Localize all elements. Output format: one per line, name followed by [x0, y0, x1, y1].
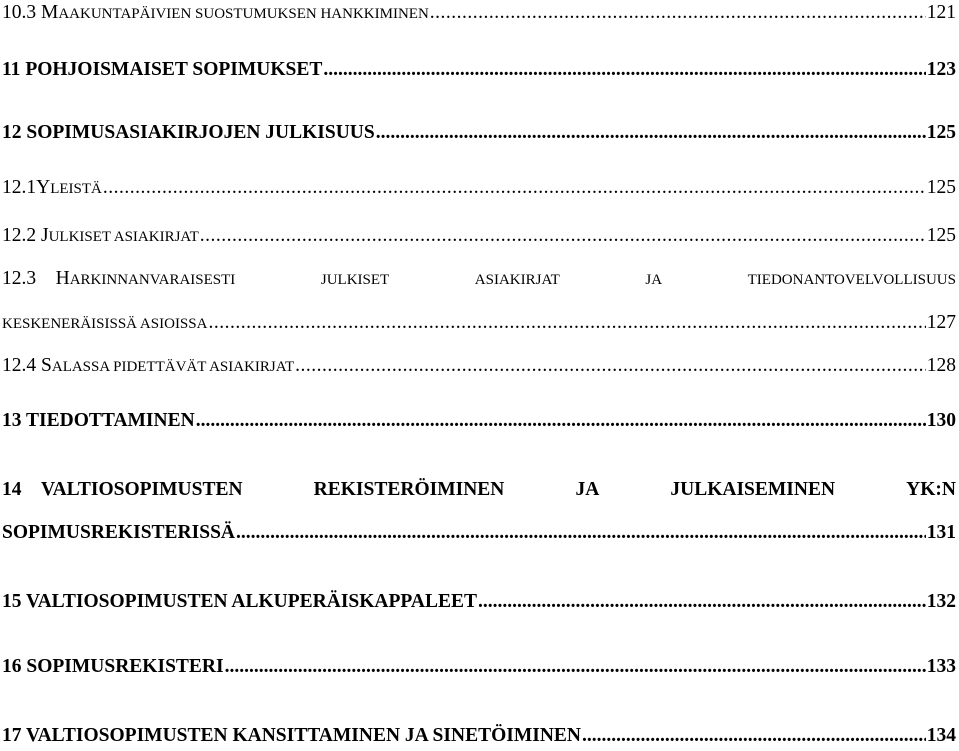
toc-entry-12-4[interactable]: [2, 354, 956, 379]
toc-entry-12-3-continued[interactable]: [2, 311, 956, 336]
dot-leader: [295, 354, 926, 378]
toc-entry-word: JULKISET: [320, 272, 390, 288]
dot-leader: [225, 655, 926, 679]
toc-entry-title: 12 SOPIMUSASIAKIRJOJEN JULKISUUS: [2, 122, 375, 143]
dot-leader: [200, 224, 926, 248]
toc-entry-10-3[interactable]: [2, 1, 956, 26]
dot-leader: [103, 176, 926, 200]
toc-entry-word: ASIAKIRJAT: [474, 272, 560, 288]
toc-entry-12[interactable]: [2, 121, 956, 145]
toc-entry-title: 10.3 MAAKUNTAPÄIVIEN SUOSTUMUKSEN HANKKIMINEN: [2, 2, 429, 23]
toc-page-number: 125: [926, 177, 956, 198]
dot-leader: [430, 1, 926, 25]
toc-entry-word: TIEDONANTOVELVOLLISUUS: [747, 272, 956, 288]
dot-leader: [236, 521, 926, 545]
toc-page-number: 133: [926, 656, 956, 677]
toc-entry-title: 12.3 HARKINNANVARAISESTI: [2, 268, 236, 289]
toc-entry-title: 15 VALTIOSOPIMUSTEN ALKUPERÄISKAPPALEET: [2, 591, 477, 612]
toc-entry-title: 17 VALTIOSOPIMUSTEN KANSITTAMINEN JA SINETÖIMINEN: [2, 725, 582, 746]
toc-page-number: 134: [926, 725, 956, 746]
toc-page-number: 130: [926, 410, 956, 431]
toc-entry-12-1[interactable]: [2, 176, 956, 201]
toc-entry-title: KESKENERÄISISSÄ ASIOISSA: [2, 316, 208, 332]
toc-page-number: 125: [926, 225, 956, 246]
toc-entry-13[interactable]: [2, 409, 956, 433]
dot-leader: [196, 409, 926, 433]
toc-entry-word: JA: [575, 479, 600, 500]
toc-page-number: 128: [926, 355, 956, 376]
toc-page-number: 125: [926, 122, 956, 143]
toc-page-number: 127: [926, 312, 956, 333]
toc-entry-title: 11 POHJOISMAISET SOPIMUKSET: [2, 59, 323, 80]
dot-leader: [478, 590, 926, 614]
toc-entry-15[interactable]: [2, 590, 956, 614]
toc-entry-title: 12.4 SALASSA PIDETTÄVÄT ASIAKIRJAT: [2, 355, 295, 376]
toc-entry-word: JULKAISEMINEN: [670, 479, 836, 500]
toc-entry-title: 14 VALTIOSOPIMUSTEN: [2, 479, 243, 500]
toc-entry-14[interactable]: [2, 478, 956, 502]
toc-entry-word: JA: [645, 272, 663, 288]
toc-entry-17[interactable]: [2, 724, 956, 748]
toc-entry-word: YK:N: [906, 479, 956, 500]
toc-page-number: 121: [926, 2, 956, 23]
toc-page-number: 132: [926, 591, 956, 612]
toc-entry-title: SOPIMUSREKISTERISSÄ: [2, 522, 235, 543]
dot-leader: [208, 311, 925, 335]
toc-entry-11[interactable]: [2, 58, 956, 82]
toc-entry-title: 12.2 JULKISET ASIAKIRJAT: [2, 225, 199, 246]
toc-entry-title: 16 SOPIMUSREKISTERI: [2, 656, 224, 677]
dot-leader: [376, 121, 926, 145]
toc-entry-title: 13 TIEDOTTAMINEN: [2, 410, 195, 431]
toc-entry-14-continued[interactable]: [2, 521, 956, 545]
toc-page-number: 123: [926, 59, 956, 80]
toc-entry-12-2[interactable]: [2, 224, 956, 249]
dot-leader: [582, 724, 926, 748]
toc-page-number: 131: [926, 522, 956, 543]
dot-leader: [323, 58, 925, 82]
toc-entry-12-3[interactable]: [2, 267, 956, 292]
toc-entry-word: REKISTERÖIMINEN: [313, 479, 505, 500]
toc-entry-16[interactable]: [2, 655, 956, 679]
toc-entry-title: 12.1YLEISTÄ: [2, 177, 102, 198]
